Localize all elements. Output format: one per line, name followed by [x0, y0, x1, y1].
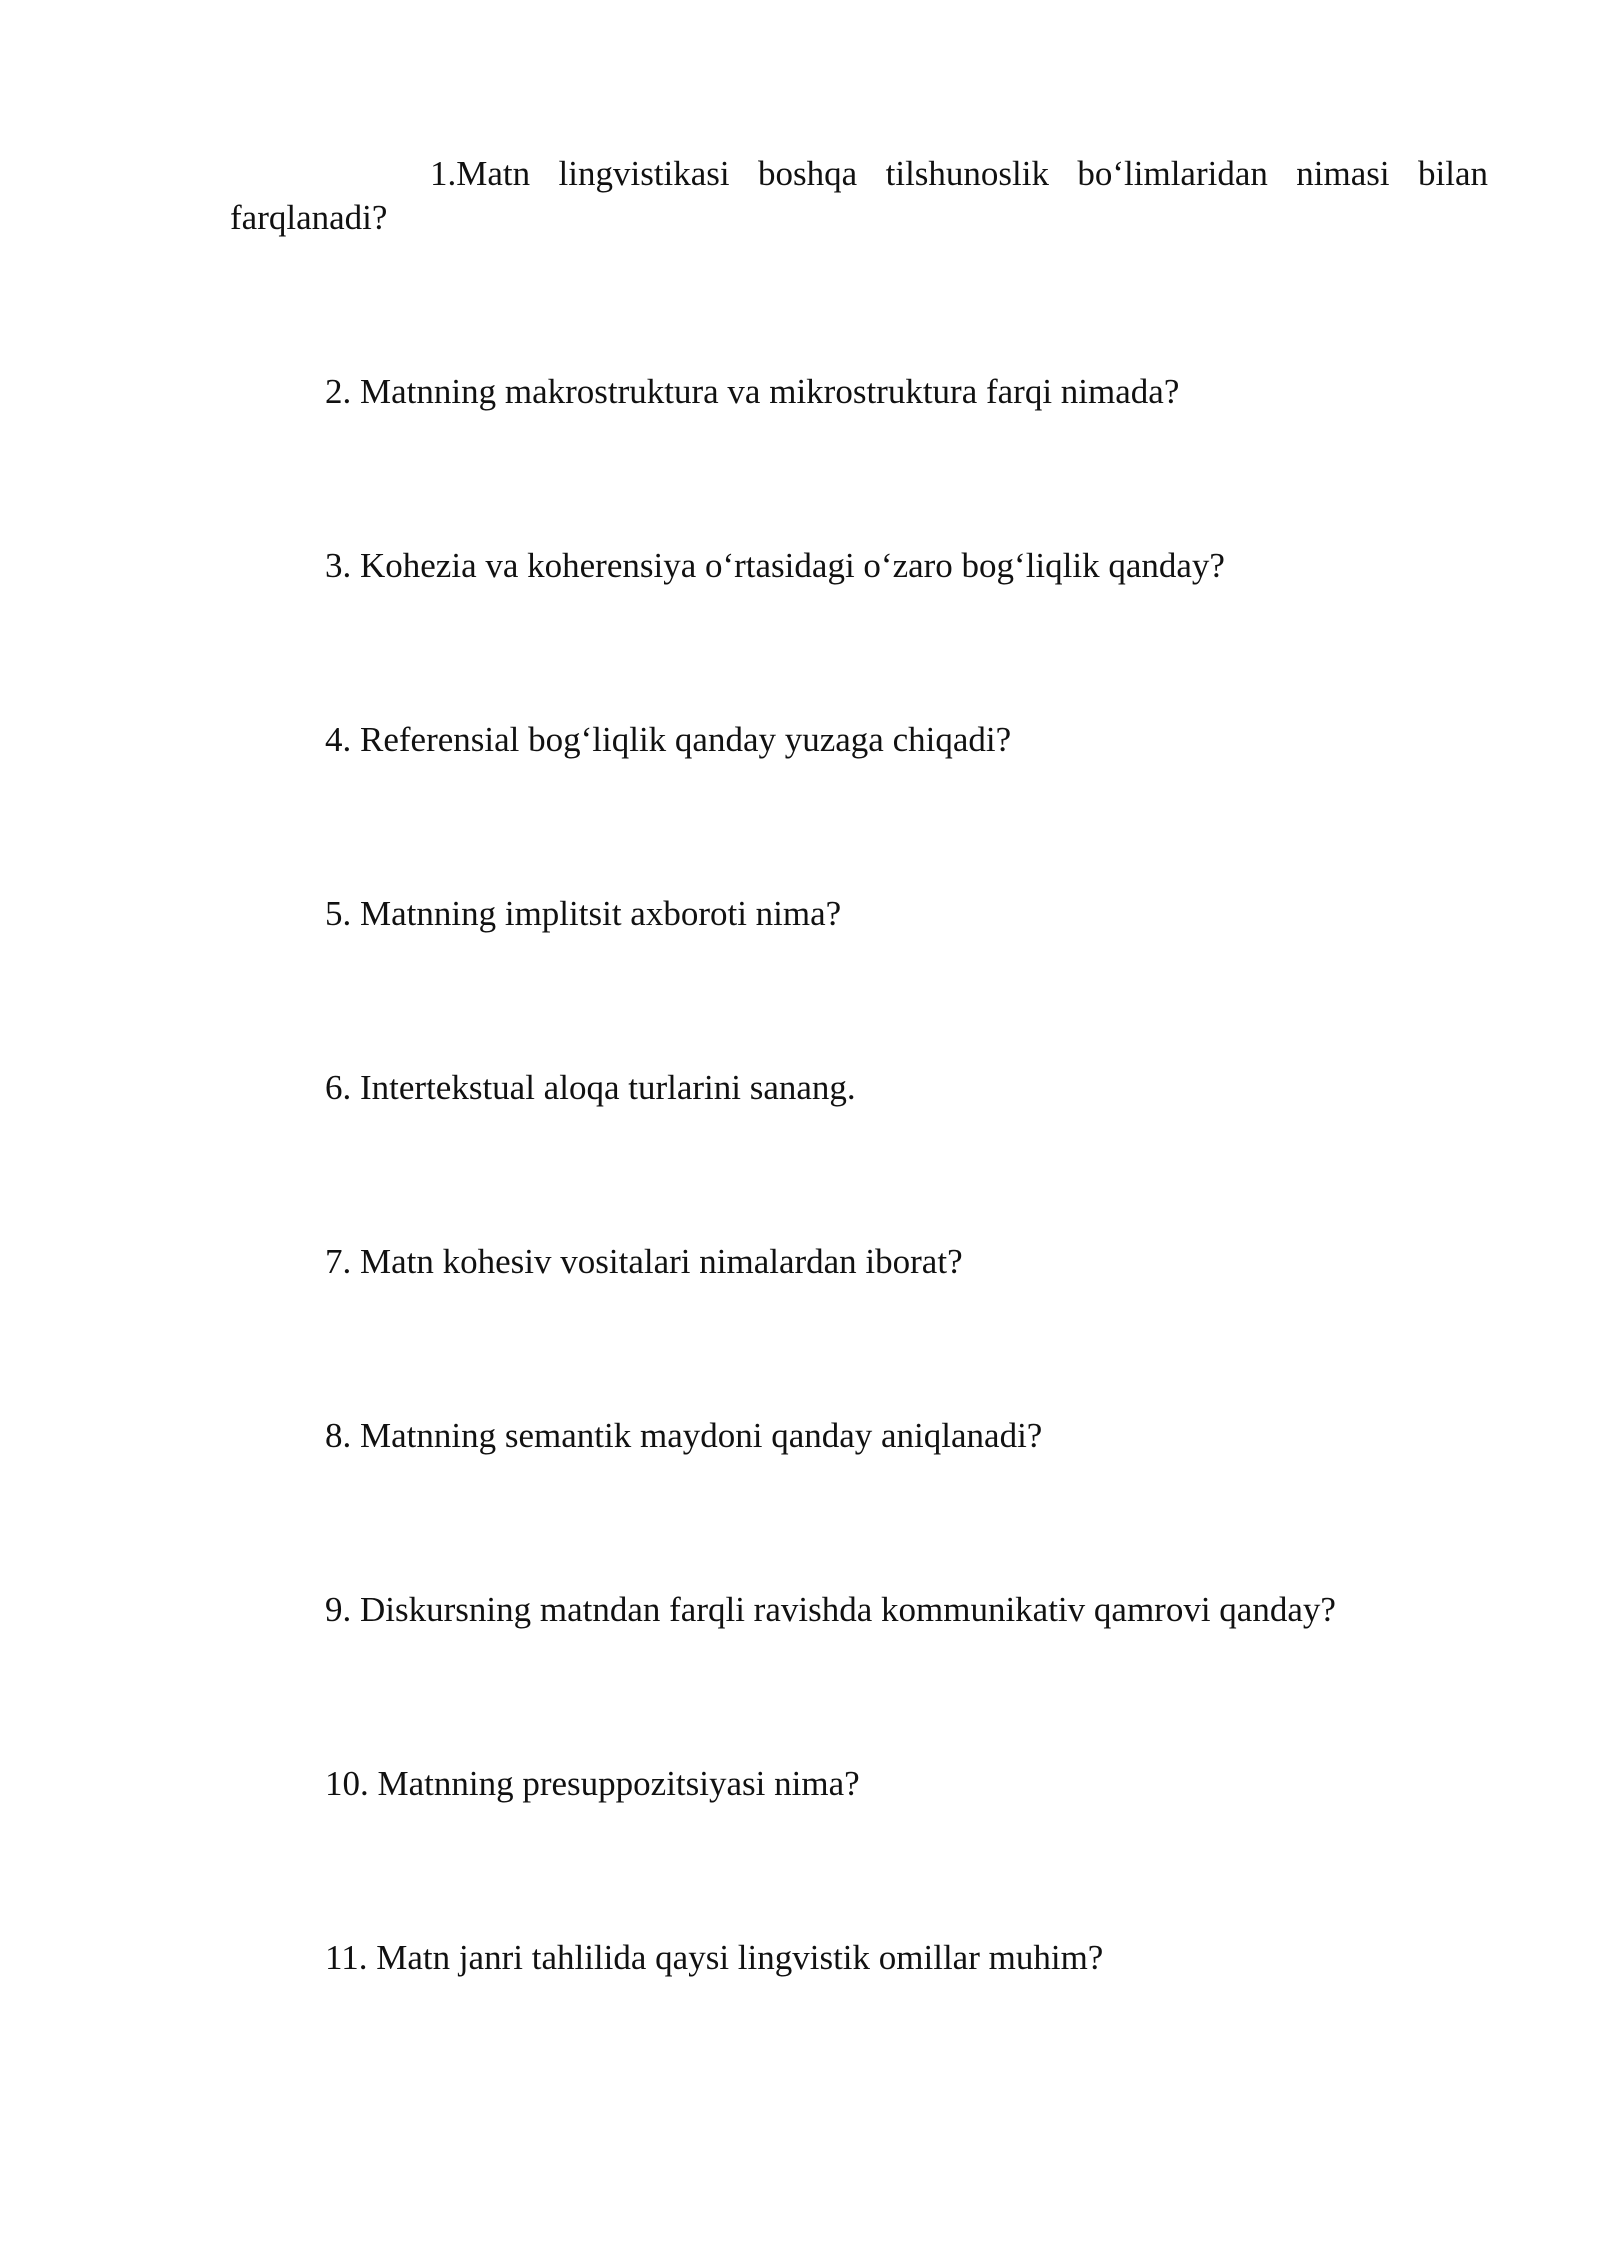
- question-3: 3. Kohezia va koherensiya o‘rtasidagi o‘zaro bog‘liqlik qanday?: [325, 546, 1225, 585]
- question-9: 9. Diskursning matndan farqli ravishda kommunikativ qamrovi qanday?: [325, 1590, 1336, 1629]
- question-6: 6. Intertekstual aloqa turlarini sanang.: [325, 1068, 856, 1107]
- question-11: 11. Matn janri tahlilida qaysi lingvistik omillar muhim?: [325, 1938, 1104, 1977]
- question-8: 8. Matnning semantik maydoni qanday aniqlanadi?: [325, 1416, 1043, 1455]
- question-5: 5. Matnning implitsit axboroti nima?: [325, 894, 842, 933]
- question-4: 4. Referensial bog‘liqlik qanday yuzaga chiqadi?: [325, 720, 1012, 759]
- question-2: 2. Matnning makrostruktura va mikrostruktura farqi nimada?: [325, 372, 1180, 411]
- question-10: 10. Matnning presuppozitsiyasi nima?: [325, 1764, 860, 1803]
- question-7: 7. Matn kohesiv vositalari nimalardan iborat?: [325, 1242, 963, 1281]
- question-1: 1.Matn lingvistikasi boshqa tilshunoslik bo‘limlaridan nimasi bilan farqlanadi?: [230, 154, 1488, 237]
